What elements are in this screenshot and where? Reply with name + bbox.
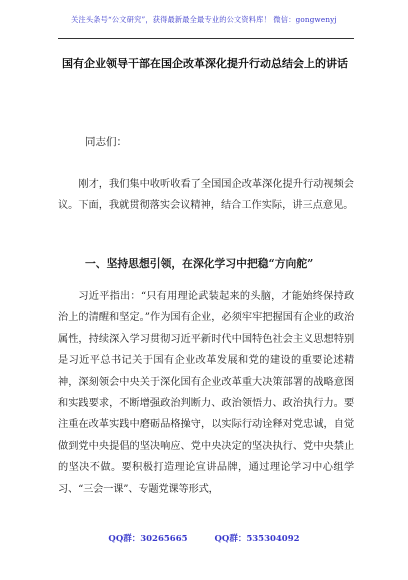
salutation: 同志们： xyxy=(85,136,127,148)
footer-qq-groups xyxy=(0,532,408,544)
section-heading: 一、坚持思想引领，在深化学习中把稳“方向舵” xyxy=(85,257,314,270)
section-paragraph: 习近平指出：“只有用理论武装起来的头脑，才能始终保持政治上的清醒和坚定。”作为国有企业，必须牢牢把握国有企业的政治属性，持续深入学习贯彻习近平新时代中国特色社会主义思想特别是习近平总书记关于国有企业改革发展和党的建设的重要论述精神，深刻领会中央关于深化国有企业改革重大决策部署的战略意图和实践要求，不断增强政治判断力、政治领悟力、政治执行力。要注重在改革实践中磨砺品格操守，以实际行动诠释对党忠诚，自觉做到党中央提倡的坚决响应、党中央决定的坚决执行、党中央禁止的坚决不做。要积极打造理论宣讲品牌，通过理论学习中心组学习、“三会一课”、专题党课等形式， xyxy=(58,291,354,495)
document-title: 国有企业领导干部在国企改革深化提升行动总结会上的讲话 xyxy=(62,57,348,70)
qq-group-2: QQ群：535304092 xyxy=(214,534,300,544)
qq-group-1: QQ群：30265665 xyxy=(108,534,188,544)
opening-paragraph: 刚才，我们集中收听收看了全国国企改革深化提升行动视频会议。下面，我就贯彻落实会议精神，结合工作实际，讲三点意见。 xyxy=(58,179,354,212)
header-banner: 关注头条号“公文研究”，获得最新最全最专业的公文资料库！ 微信：gongwenyj xyxy=(71,15,337,24)
header-divider xyxy=(58,38,354,39)
